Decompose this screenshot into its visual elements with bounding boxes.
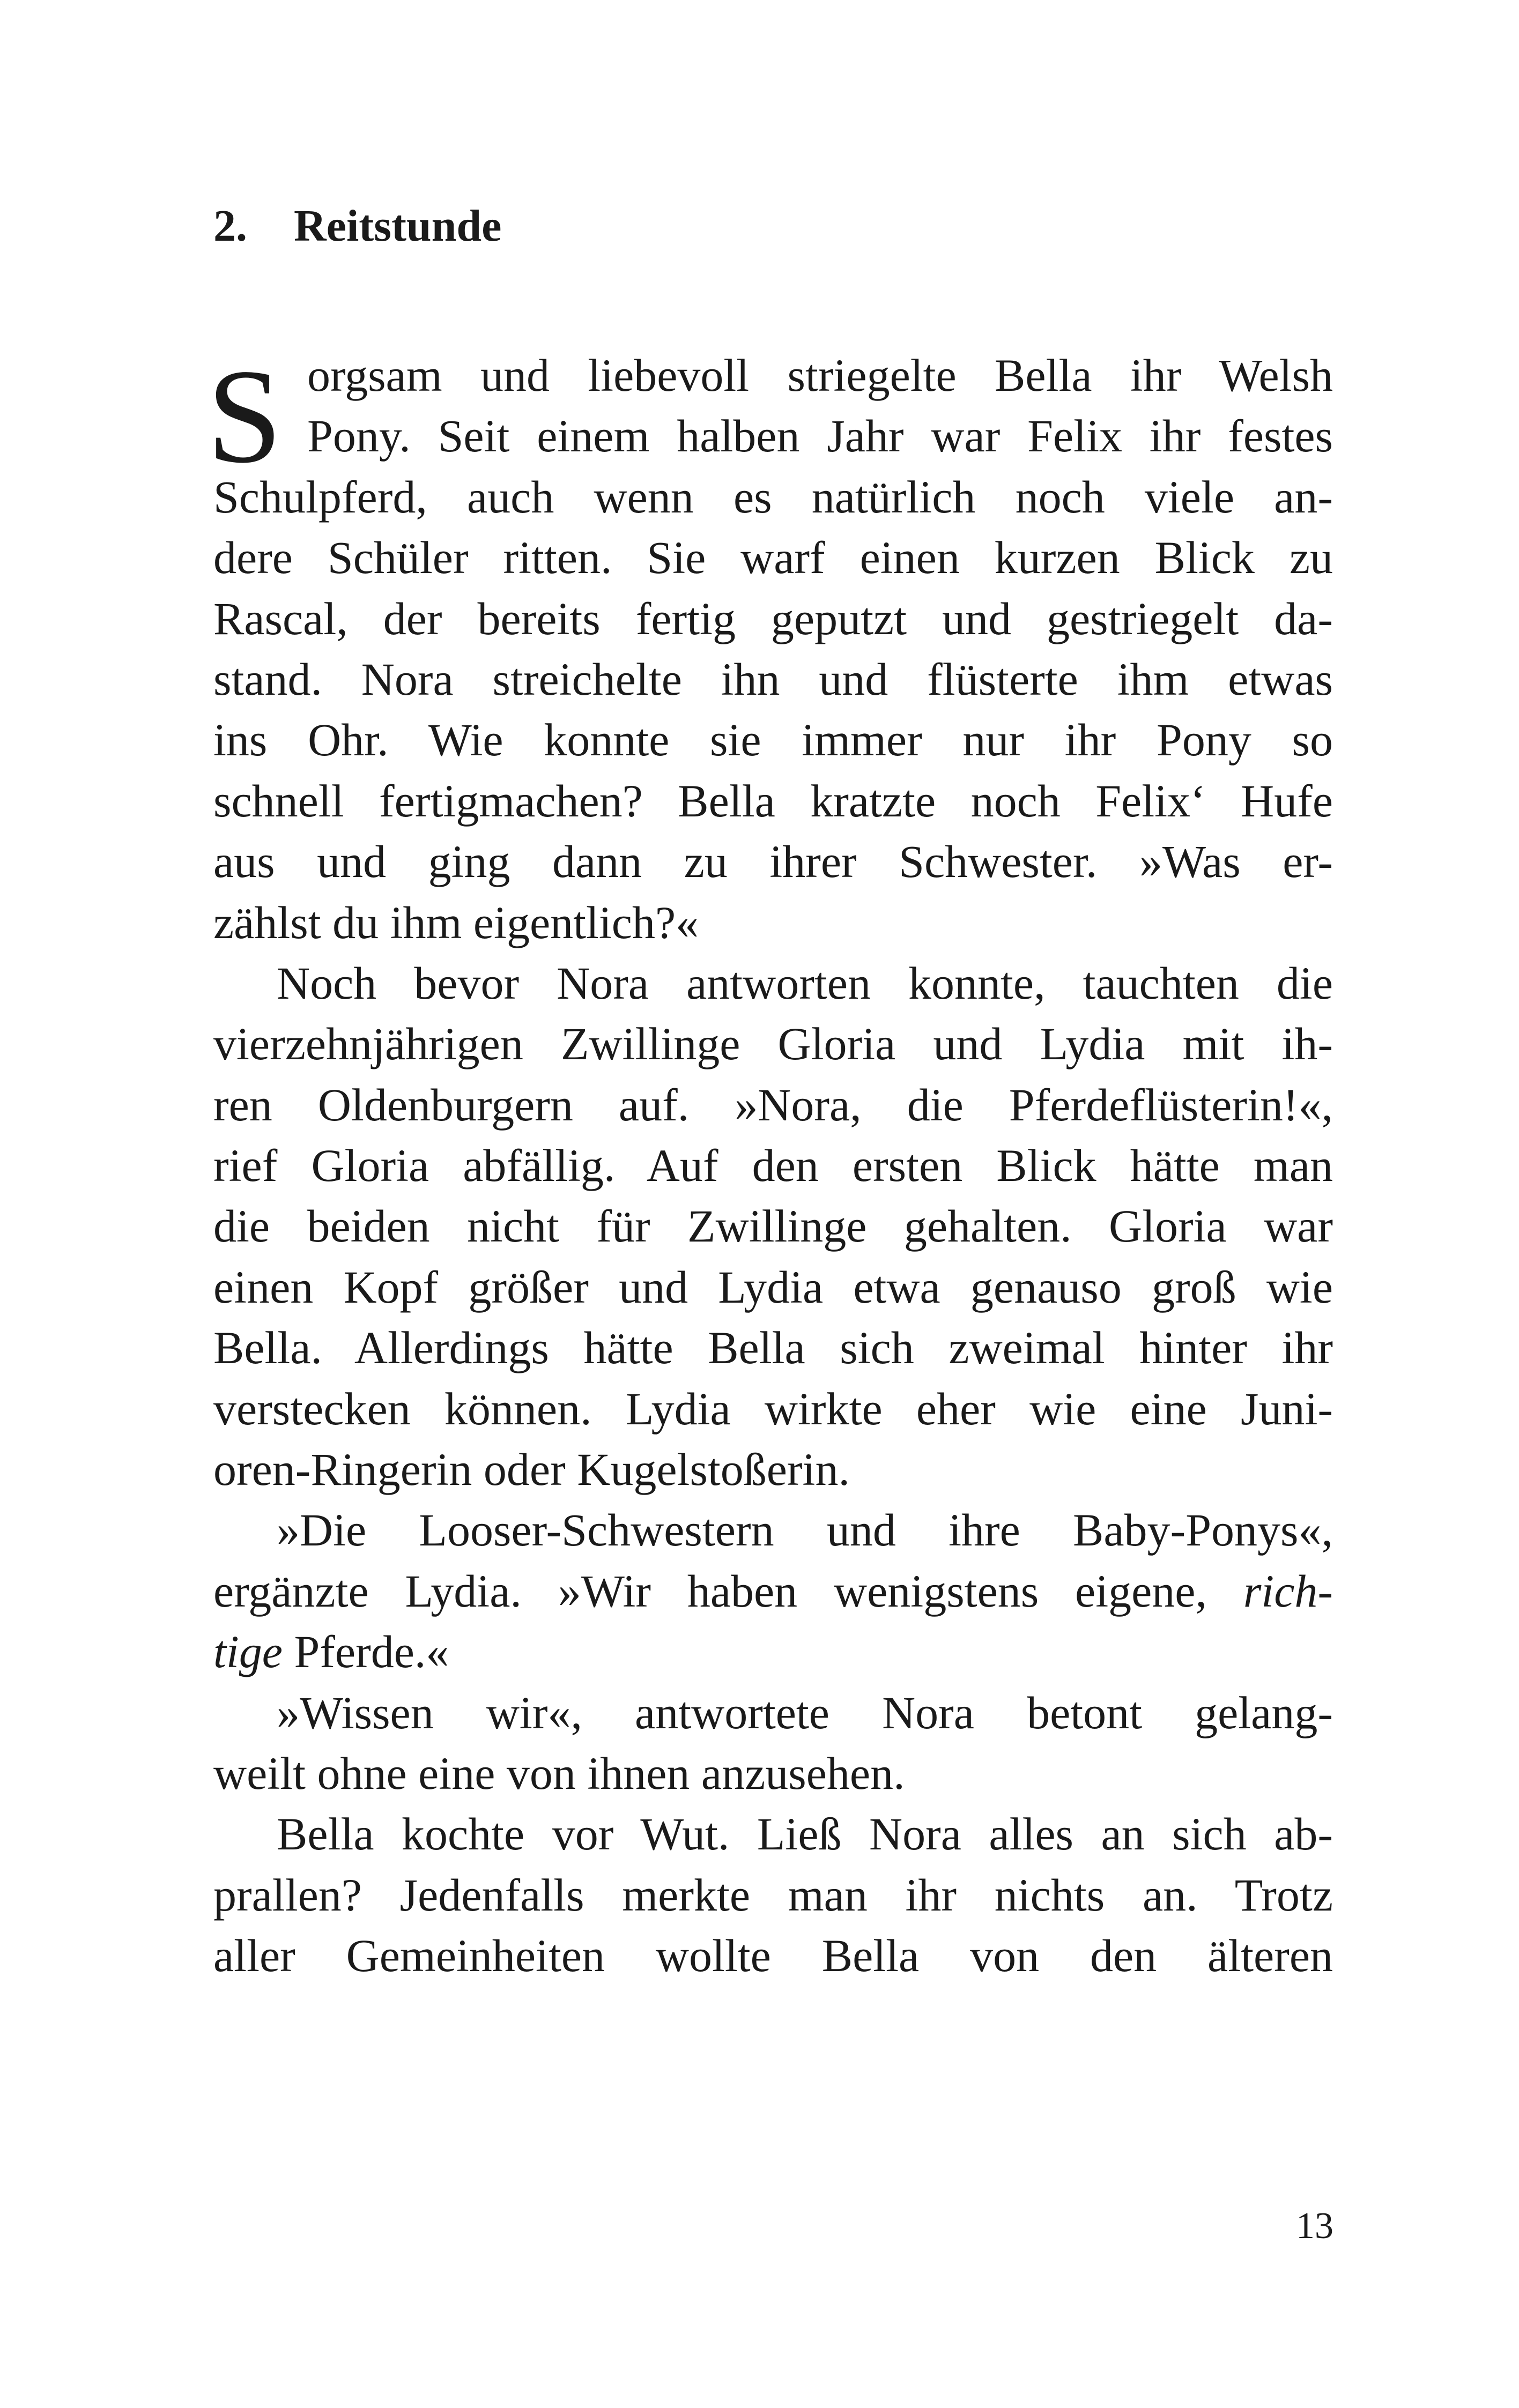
- text-line: dere Schüler ritten. Sie warf einen kurzen Blick zu: [213, 532, 1333, 584]
- text-line: zählst du ihm eigentlich?«: [213, 896, 699, 948]
- text-segment: Pferde.«: [282, 1626, 449, 1678]
- chapter-heading: [213, 201, 502, 251]
- chapter-number: 2.: [213, 201, 247, 251]
- text-line: prallen? Jedenfalls merkte man ihr nichts an. Trotz: [213, 1869, 1333, 1921]
- text-line: vierzehnjährigen Zwillinge Gloria und Lydia mit ih-: [213, 1018, 1333, 1070]
- italic-text: tige: [213, 1626, 283, 1678]
- text-line: weilt ohne eine von ihnen anzusehen.: [213, 1747, 905, 1799]
- text-line: schnell fertigmachen? Bella kratzte noch Felix‘ Hufe: [213, 775, 1333, 827]
- drop-cap: S: [207, 341, 283, 491]
- text-line: oren-Ringerin oder Kugelstoßerin.: [213, 1444, 850, 1496]
- text-line: Noch bevor Nora antworten konnte, tauchten die: [277, 957, 1333, 1009]
- text-line: Bella kochte vor Wut. Ließ Nora alles an sich ab-: [277, 1808, 1333, 1860]
- text-line: [213, 1561, 1333, 1622]
- text-line: Pony. Seit einem halben Jahr war Felix ihr festes: [307, 410, 1333, 462]
- text-line: stand. Nora streichelte ihn und flüsterte ihm etwas: [213, 653, 1333, 705]
- text-line: verstecken können. Lydia wirkte eher wie eine Juni-: [213, 1383, 1333, 1435]
- text-line: Schulpferd, auch wenn es natürlich noch viele an-: [213, 471, 1333, 523]
- chapter-title: Reitstunde: [294, 201, 502, 251]
- text-line: einen Kopf größer und Lydia etwa genauso groß wie: [213, 1261, 1333, 1313]
- text-line: Bella. Allerdings hätte Bella sich zweimal hinter ihr: [213, 1322, 1333, 1374]
- text-line: die beiden nicht für Zwillinge gehalten. Gloria war: [213, 1200, 1333, 1252]
- text-line: orgsam und liebevoll striegelte Bella ihr Welsh: [307, 350, 1333, 401]
- text-segment: ergänzte Lydia. »Wir haben wenigstens eigene,: [213, 1565, 1243, 1617]
- text-line: rief Gloria abfällig. Auf den ersten Blick hätte man: [213, 1140, 1333, 1192]
- page-number: 13: [1296, 2205, 1333, 2247]
- italic-text: rich-: [1243, 1565, 1333, 1617]
- text-line: »Wissen wir«, antwortete Nora betont gelang-: [277, 1686, 1333, 1738]
- text-line: Rascal, der bereits fertig geputzt und gestriegelt da-: [213, 592, 1333, 644]
- text-line: ren Oldenburgern auf. »Nora, die Pferdeflüsterin!«,: [213, 1079, 1333, 1131]
- text-line: aus und ging dann zu ihrer Schwester. »Was er-: [213, 836, 1333, 888]
- body-text: [207, 341, 1333, 1987]
- text-line: ins Ohr. Wie konnte sie immer nur ihr Pony so: [213, 714, 1333, 766]
- text-line: [213, 1622, 1333, 1682]
- text-line: aller Gemeinheiten wollte Bella von den älteren: [213, 1930, 1333, 1982]
- text-line: »Die Looser-Schwestern und ihre Baby-Ponys«,: [277, 1504, 1333, 1556]
